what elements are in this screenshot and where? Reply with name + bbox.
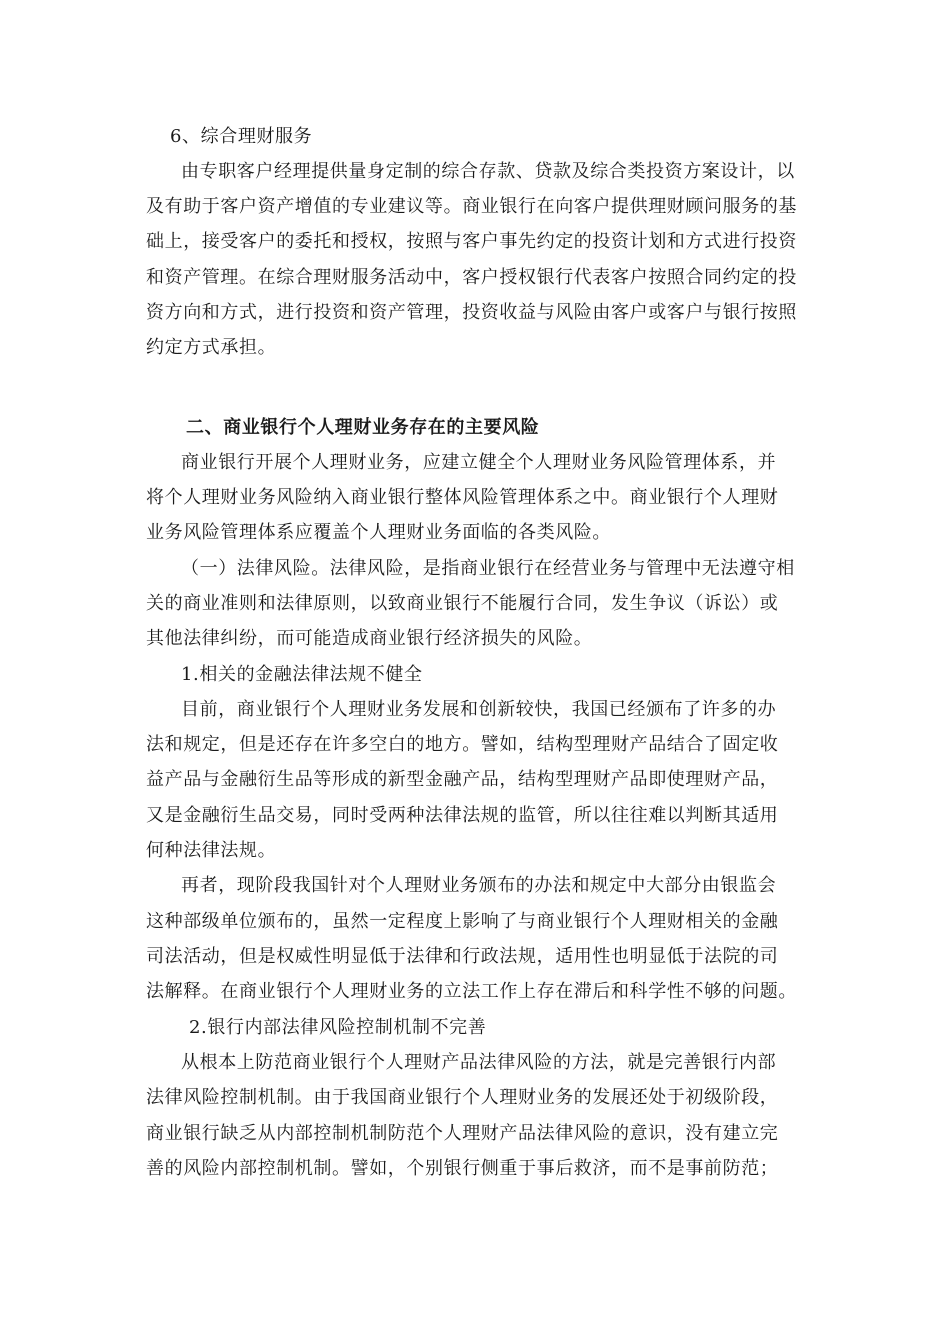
- paragraph-line: 关的商业准则和法律原则，以致商业银行不能履行合同，发生争议（诉讼）或: [146, 593, 779, 614]
- subheading-internal-control: 2.银行内部法律风险控制机制不完善: [189, 1017, 487, 1038]
- paragraph-line: 资方向和方式，进行投资和资产管理，投资收益与风险由客户或客户与银行按照: [146, 302, 797, 323]
- paragraph-line: 这种部级单位颁布的，虽然一定程度上影响了与商业银行个人理财相关的金融: [146, 911, 779, 932]
- paragraph-line: 法解释。在商业银行个人理财业务的立法工作上存在滞后和科学性不够的问题。: [146, 981, 797, 1002]
- paragraph-line: 其他法律纠纷，而可能造成商业银行经济损失的风险。: [146, 628, 593, 649]
- paragraph-line: 从根本上防范商业银行个人理财产品法律风险的方法，就是完善银行内部: [181, 1052, 777, 1073]
- paragraph-line: 再者，现阶段我国针对个人理财业务颁布的办法和规定中大部分由银监会: [181, 875, 777, 896]
- paragraph-line: 础上，接受客户的委托和授权，按照与客户事先约定的投资计划和方式进行投资: [146, 231, 797, 252]
- paragraph-line: 及有助于客户资产增值的专业建议等。商业银行在向客户提供理财顾问服务的基: [146, 196, 797, 217]
- chapter-heading-main-risks: 二、商业银行个人理财业务存在的主要风险: [186, 417, 540, 438]
- paragraph-line: 约定方式承担。: [146, 337, 277, 358]
- paragraph-line: 法律风险控制机制。由于我国商业银行个人理财业务的发展还处于初级阶段，: [146, 1087, 779, 1108]
- paragraph-line: 目前，商业银行个人理财业务发展和创新较快，我国已经颁布了许多的办: [181, 699, 777, 720]
- paragraph-line: 益产品与金融衍生品等形成的新型金融产品，结构型理财产品即使理财产品，: [146, 769, 779, 790]
- paragraph-line: 司法活动，但是权威性明显低于法律和行政法规，适用性也明显低于法院的司: [146, 946, 779, 967]
- paragraph-line: 业务风险管理体系应覆盖个人理财业务面临的各类风险。: [146, 522, 611, 543]
- paragraph-line: 何种法律法规。: [146, 840, 277, 861]
- paragraph-line: （一）法律风险。法律风险，是指商业银行在经营业务与管理中无法遵守相: [181, 558, 795, 579]
- paragraph-line: 法和规定，但是还存在许多空白的地方。譬如，结构型理财产品结合了固定收: [146, 734, 779, 755]
- subheading-legal-regulations: 1.相关的金融法律法规不健全: [181, 664, 423, 685]
- paragraph-line: 由专职客户经理提供量身定制的综合存款、贷款及综合类投资方案设计，以: [181, 161, 795, 182]
- paragraph-line: 商业银行缺乏从内部控制机制防范个人理财产品法律风险的意识，没有建立完: [146, 1123, 779, 1144]
- paragraph-line: 又是金融衍生品交易，同时受两种法律法规的监管，所以往往难以判断其适用: [146, 805, 779, 826]
- section-heading-comprehensive-wealth-service: 6、综合理财服务: [170, 126, 313, 147]
- paragraph-line: 和资产管理。在综合理财服务活动中，客户授权银行代表客户按照合同约定的投: [146, 267, 797, 288]
- paragraph-line: 将个人理财业务风险纳入商业银行整体风险管理体系之中。商业银行个人理财: [146, 487, 779, 508]
- paragraph-line: 商业银行开展个人理财业务，应建立健全个人理财业务风险管理体系，并: [181, 452, 777, 473]
- paragraph-line: 善的风险内部控制机制。譬如，个别银行侧重于事后救济，而不是事前防范；: [146, 1158, 779, 1179]
